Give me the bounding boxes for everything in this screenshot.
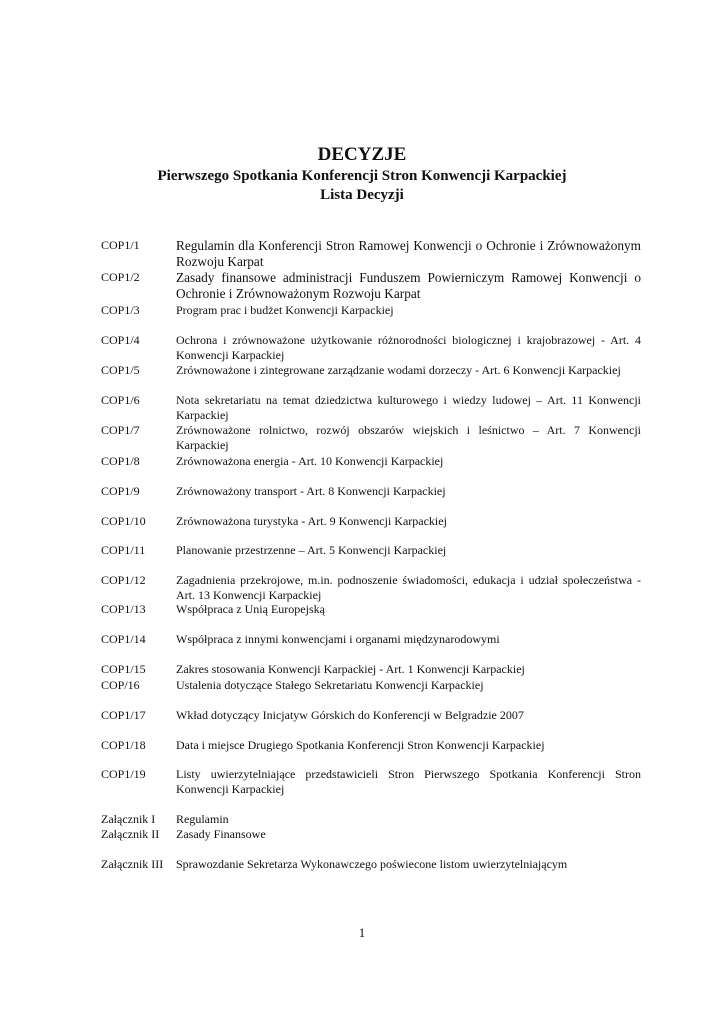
decision-code: COP1/19 bbox=[101, 767, 146, 781]
decision-row bbox=[101, 738, 641, 753]
decision-text: Data i miejsce Drugiego Spotkania Konferencji Stron Konwencji Karpackiej bbox=[176, 738, 545, 752]
decision-row bbox=[101, 393, 641, 422]
decision-row bbox=[101, 270, 641, 301]
decision-row bbox=[101, 662, 641, 677]
decision-text: Wkład dotyczący Inicjatyw Górskich do Konferencji w Belgradzie 2007 bbox=[176, 708, 524, 722]
decision-row bbox=[101, 767, 641, 796]
decision-text: Ustalenia dotyczące Stałego Sekretariatu Konwencji Karpackiej bbox=[176, 678, 484, 692]
decision-code: COP1/9 bbox=[101, 484, 140, 498]
decision-text: Regulamin dla Konferencji Stron Ramowej Konwencji o Ochronie i Zrównoważonym Rozwoju Karpat bbox=[176, 238, 641, 269]
decision-text: Ochrona i zrównoważone użytkowanie różnorodności biologicznej i krajobrazowej - Art. 4 Konwencji Karpackiej bbox=[176, 333, 641, 362]
decision-text: Zakres stosowania Konwencji Karpackiej - Art. 1 Konwencji Karpackiej bbox=[176, 662, 525, 676]
annex-row bbox=[101, 812, 641, 827]
decision-row bbox=[101, 602, 641, 617]
decision-text: Nota sekretariatu na temat dziedzictwa kulturowego i wiedzy ludowej – Art. 11 Konwencji Karpackiej bbox=[176, 393, 641, 422]
decision-row bbox=[101, 632, 641, 647]
decision-row bbox=[101, 484, 641, 499]
decision-code: COP1/17 bbox=[101, 708, 146, 722]
decision-code: COP1/11 bbox=[101, 543, 146, 557]
decision-text: Zasady finansowe administracji Funduszem Powierniczym Ramowej Konwencji o Ochronie i Zrównoważonym Rozwoju Karpat bbox=[176, 270, 641, 301]
decision-code: COP1/7 bbox=[101, 423, 140, 437]
decision-text: Zagadnienia przekrojowe, m.in. podnoszenie świadomości, edukacja i udział społeczeństwa - Art. 13 Konwencji Karpackiej bbox=[176, 573, 641, 602]
decision-row bbox=[101, 514, 641, 529]
decision-text: Współpraca z innymi konwencjami i organami międzynarodowymi bbox=[176, 632, 500, 646]
decision-code: COP1/12 bbox=[101, 573, 146, 587]
decision-row bbox=[101, 303, 641, 318]
annex-text: Regulamin bbox=[176, 812, 229, 826]
annex-row bbox=[101, 827, 641, 842]
decision-code: COP1/3 bbox=[101, 303, 140, 317]
decision-text: Zrównoważone rolnictwo, rozwój obszarów wiejskich i leśnictwo – Art. 7 Konwencji Karpackiej bbox=[176, 423, 641, 452]
decision-text: Zrównoważone i zintegrowane zarządzanie wodami dorzeczy - Art. 6 Konwencji Karpackiej bbox=[176, 363, 621, 377]
decision-code: COP1/14 bbox=[101, 632, 146, 646]
decision-text: Zrównoważony transport - Art. 8 Konwencji Karpackiej bbox=[176, 484, 446, 498]
decision-code: COP1/2 bbox=[101, 270, 140, 284]
decision-code: COP1/8 bbox=[101, 454, 140, 468]
decision-code: COP1/5 bbox=[101, 363, 140, 377]
decision-row bbox=[101, 543, 641, 558]
decision-code: COP1/13 bbox=[101, 602, 146, 616]
document-subtitle: Pierwszego Spotkania Konferencji Stron Konwencji Karpackiej bbox=[157, 168, 567, 184]
document-title: DECYZJE bbox=[317, 144, 407, 165]
document-header bbox=[0, 143, 724, 205]
decision-text: Planowanie przestrzenne – Art. 5 Konwencji Karpackiej bbox=[176, 543, 447, 557]
annex-text: Zasady Finansowe bbox=[176, 827, 266, 841]
decision-row bbox=[101, 238, 641, 269]
decision-code: COP1/10 bbox=[101, 514, 146, 528]
annex-code: Załącznik II bbox=[101, 827, 160, 841]
decision-code: COP/16 bbox=[101, 678, 140, 692]
decision-text: Zrównoważona energia - Art. 10 Konwencji Karpackiej bbox=[176, 454, 444, 468]
decision-text: Listy uwierzytelniające przedstawicieli Stron Pierwszego Spotkania Konferencji Stron Konwencji Karpackiej bbox=[176, 767, 641, 796]
decision-text: Zrównoważona turystyka - Art. 9 Konwencji Karpackiej bbox=[176, 514, 447, 528]
decision-code: COP1/4 bbox=[101, 333, 140, 347]
decision-row bbox=[101, 363, 641, 378]
annex-code: Załącznik III bbox=[101, 857, 164, 871]
decision-row bbox=[101, 708, 641, 723]
decision-row bbox=[101, 573, 641, 602]
decision-code: COP1/1 bbox=[101, 238, 140, 252]
decision-code: COP1/6 bbox=[101, 393, 140, 407]
decision-row bbox=[101, 333, 641, 362]
annex-code: Załącznik I bbox=[101, 812, 156, 826]
annex-text: Sprawozdanie Sekretarza Wykonawczego poświecone listom uwierzytelniającym bbox=[176, 857, 568, 871]
decision-text: Program prac i budżet Konwencji Karpackiej bbox=[176, 303, 394, 317]
decision-code: COP1/18 bbox=[101, 738, 146, 752]
decision-code: COP1/15 bbox=[101, 662, 146, 676]
annex-row bbox=[101, 857, 641, 872]
decision-text: Współpraca z Unią Europejską bbox=[176, 602, 325, 616]
list-title: Lista Decyzji bbox=[320, 187, 404, 203]
decision-row bbox=[101, 454, 641, 469]
page-number: 1 bbox=[358, 925, 366, 940]
decision-row bbox=[101, 423, 641, 452]
decision-row bbox=[101, 678, 641, 693]
